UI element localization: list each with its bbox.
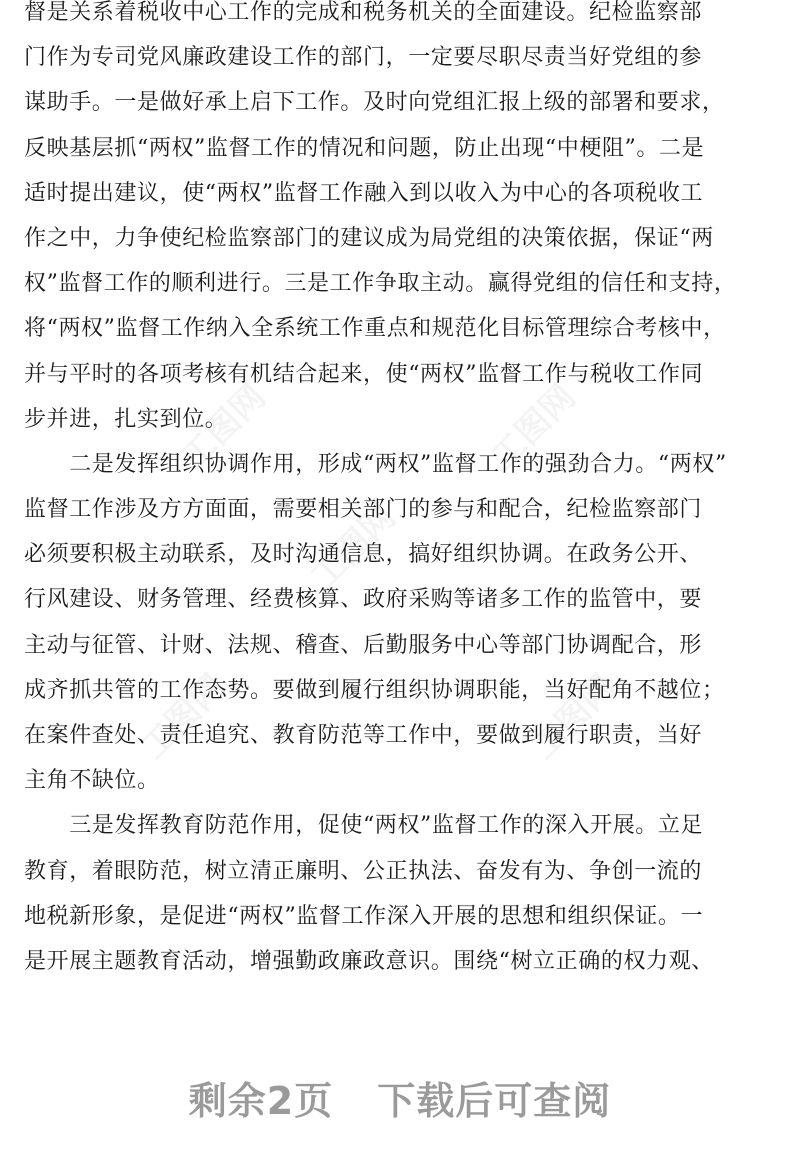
body-line: 是开展主题教育活动，增强勤政廉政意识。围绕“树立正确的权力观、	[24, 948, 714, 974]
body-line: 督是关系着税收中心工作的完成和税务机关的全面建设。纪检监察部	[24, 0, 703, 25]
document-body	[24, 0, 780, 984]
body-line: 适时提出建议，使“两权”监督工作融入到以收入为中心的各项税收工	[24, 180, 704, 206]
body-line: 反映基层抓“两权”监督工作的情况和问题，防止出现“中梗阻”。二是	[24, 135, 705, 161]
body-line: 必须要积极主动联系，及时沟通信息，搞好组织协调。在政务公开、	[24, 542, 703, 568]
body-line: 门作为专司党风廉政建设工作的部门，一定要尽职尽责当好党组的参	[24, 45, 703, 71]
download-to-view-text: 下载后可查阅	[377, 1079, 612, 1123]
body-line: 主动与征管、计财、法规、稽查、后勤服务中心等部门协调配合，形	[24, 632, 703, 658]
body-line: 并与平时的各项考核有机结合起来，使“两权”监督工作与税收工作同	[24, 361, 704, 387]
body-line: 行风建设、财务管理、经费核算、政府采购等诸多工作的监管中，要	[24, 587, 703, 613]
body-line: 监督工作涉及方方面面，需要相关部门的参与和配合，纪检监察部门	[24, 497, 703, 523]
body-line: 主角不缺位。	[24, 768, 160, 794]
watermark: 工图网	[483, 376, 584, 478]
body-line: 在案件查处、责任追究、教育防范等工作中，要做到履行职责，当好	[24, 723, 703, 748]
body-line: 教育，着眼防范，树立清正廉明、公正执法、奋发有为、争创一流的	[24, 858, 703, 884]
body-line: 地税新形象，是促进“两权”监督工作深入开展的思想和组织保证。一	[24, 903, 704, 929]
body-line: 三是发挥教育防范作用，促使“两权”监督工作的深入开展。立足	[24, 813, 704, 839]
watermark: 工图网	[523, 666, 624, 768]
body-line: 权”监督工作的顺利进行。三是工作争取主动。赢得党组的信任和支持，	[24, 271, 737, 297]
watermark: 工图网	[173, 376, 274, 478]
remaining-pages-text: 剩余2页	[188, 1079, 334, 1123]
body-line: 成齐抓共管的工作态势。要做到履行组织协调职能，当好配角不越位；	[24, 677, 725, 703]
body-line: 二是发挥组织协调作用，形成“两权”监督工作的强劲合力。“两权”	[24, 451, 727, 477]
watermark: 工图网	[303, 496, 404, 598]
body-line: 步并进，扎实到位。	[24, 406, 228, 432]
body-line: 将“两权”监督工作纳入全系统工作重点和规范化目标管理综合考核中，	[24, 316, 726, 342]
body-line: 谋助手。一是做好承上启下工作。及时向党组汇报上级的部署和要求，	[24, 90, 725, 116]
watermark: 工图网	[133, 666, 234, 768]
download-banner[interactable]	[0, 1070, 800, 1125]
body-line: 作之中，力争使纪检监察部门的建议成为局党组的决策依据，保证“两	[24, 225, 714, 251]
